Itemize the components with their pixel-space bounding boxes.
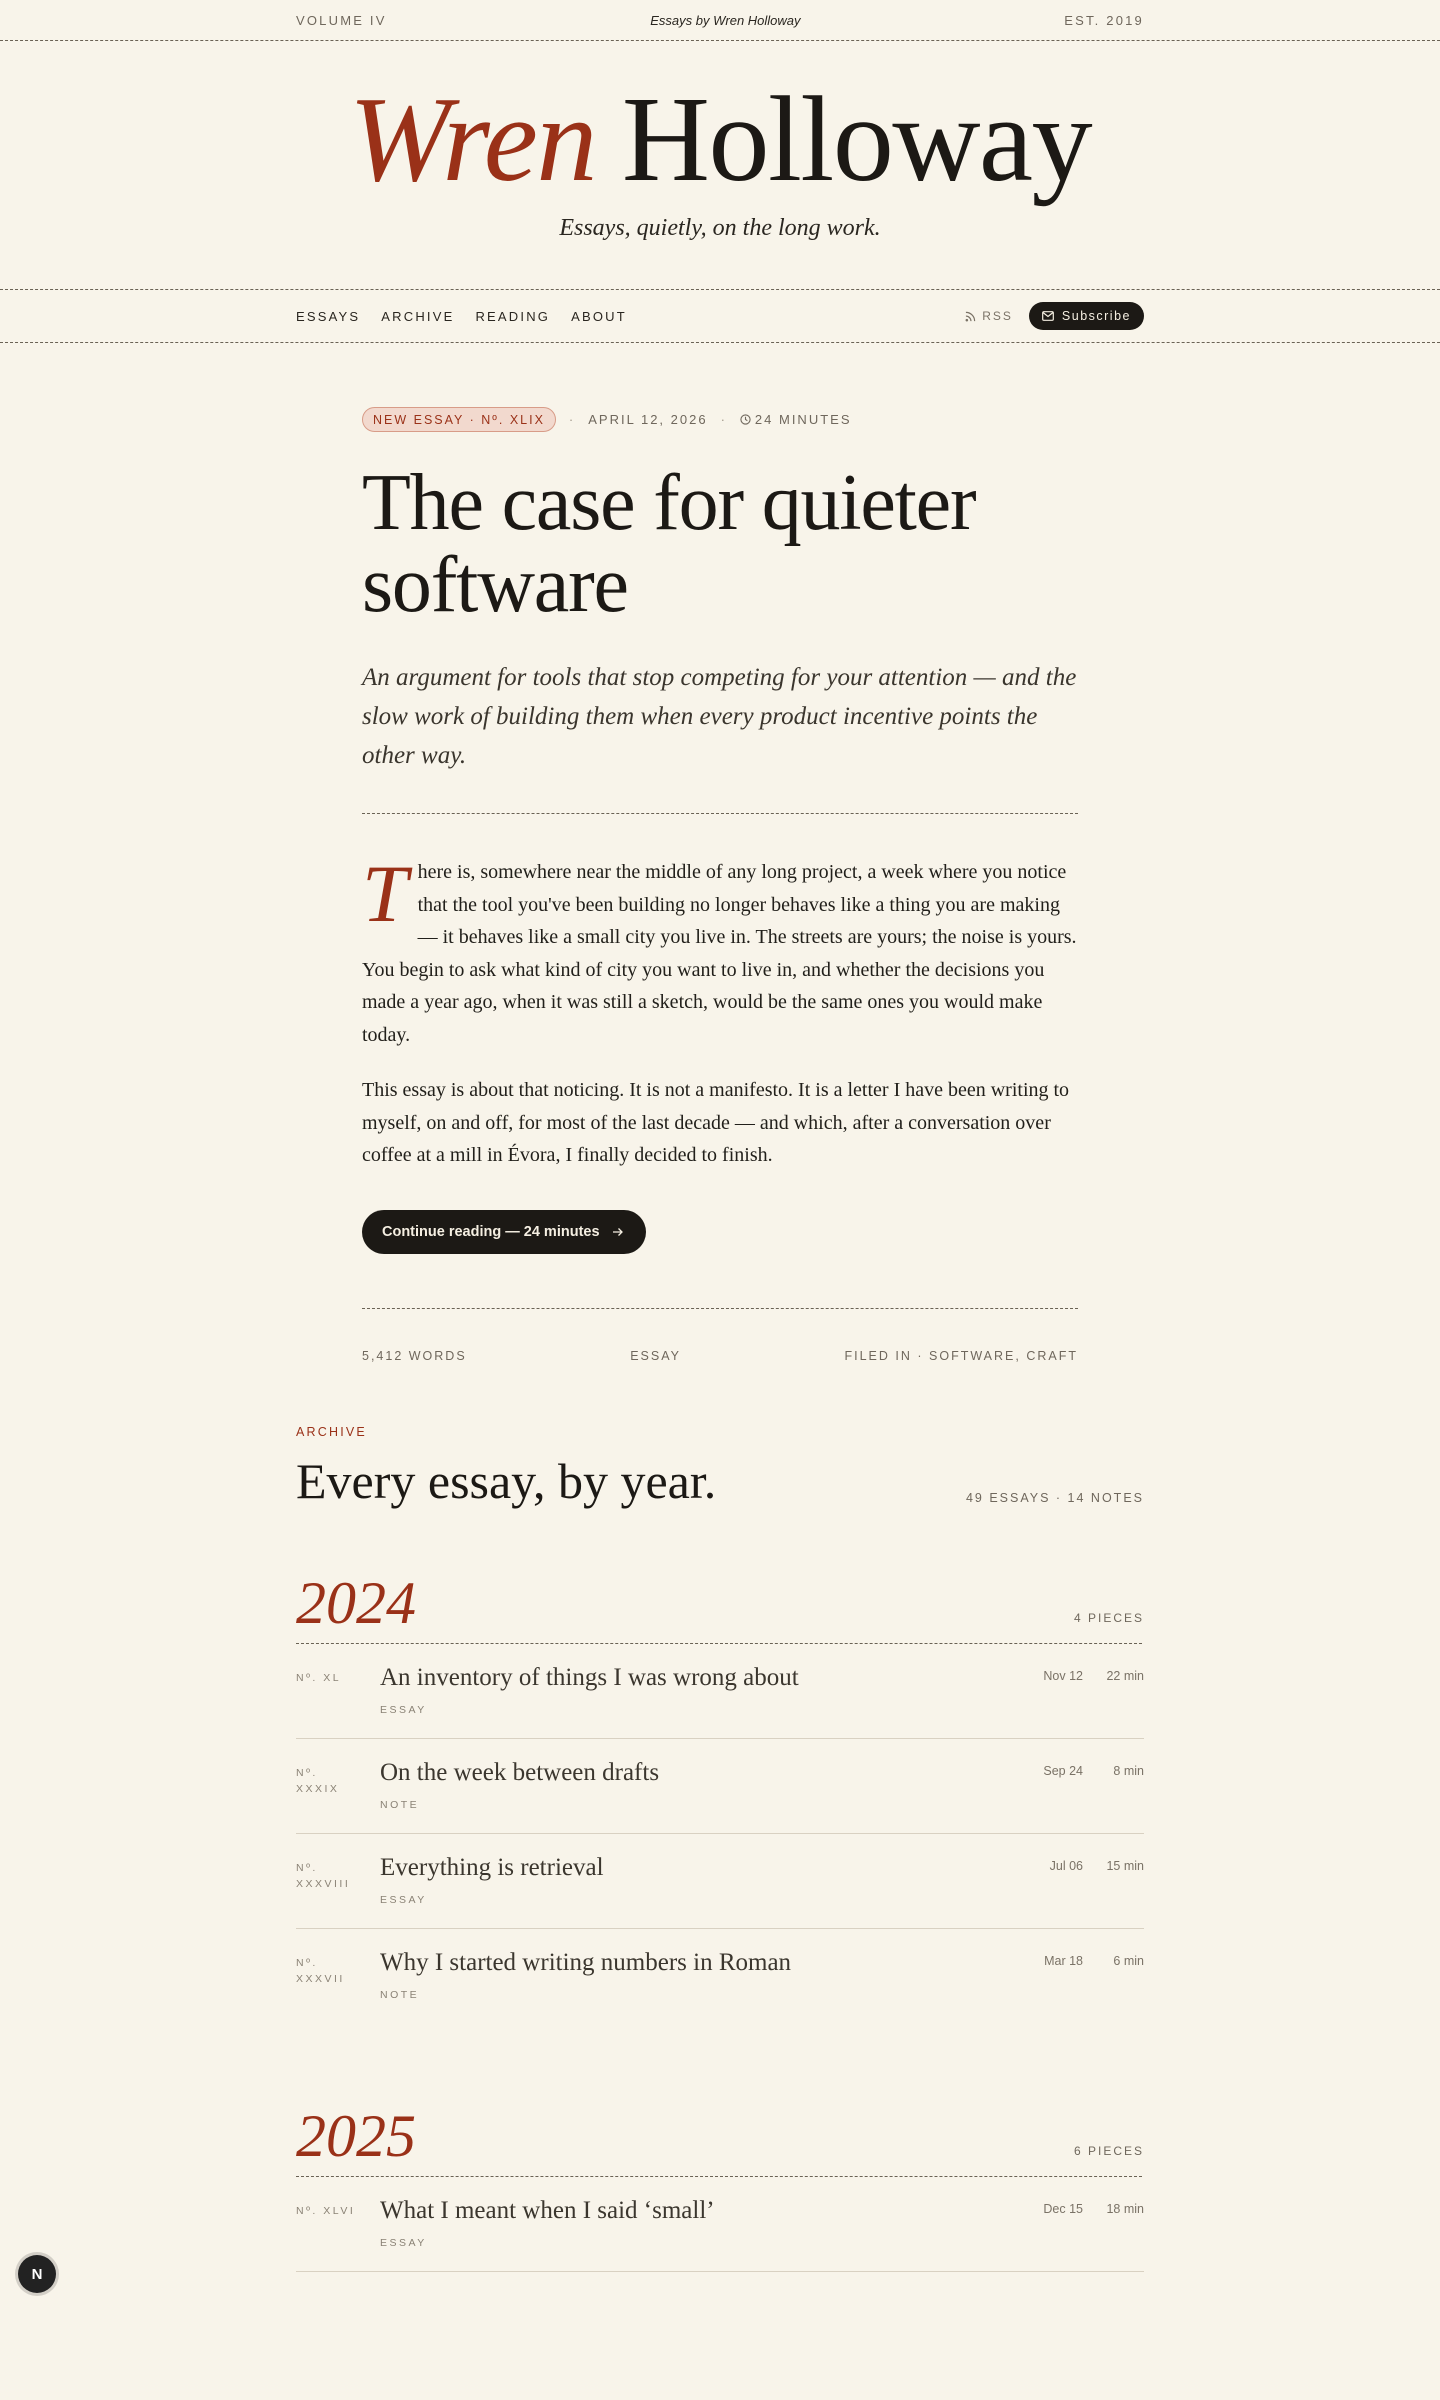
essay-title[interactable]: The case for quieter software [362,459,976,629]
essay-type: ESSAY [380,1703,427,1716]
pieces-count: 6 PIECES [1073,2143,1144,2158]
new-essay-badge: NEW ESSAY · Nº. XLIX [362,407,556,432]
continue-reading-button[interactable] [362,1210,646,1254]
essay-footer-divider [362,1308,1078,1309]
essay-date: Jul 06 [1049,1858,1083,1873]
essay-number: Nº. XXXIX [296,1766,340,1795]
featured-essay [362,343,1078,1363]
essay-meta [362,407,1078,432]
nav-archive[interactable]: ARCHIVE [381,308,455,324]
rss-icon [965,311,976,322]
essay-type: ESSAY [380,1893,427,1906]
essay-duration: 22 min [1106,1668,1144,1683]
year-group-2025 [296,2100,1144,2272]
read-time-label: 24 MINUTES [754,412,852,427]
dev-tools-label: N [31,2265,43,2283]
essay-number: Nº. XXXVIII [296,1861,351,1890]
essay-number: Nº. XLVI [296,2204,356,2217]
essay-divider [362,813,1078,814]
read-time [740,412,852,427]
essay-duration: 15 min [1106,1858,1144,1873]
archive-row[interactable] [296,1834,1144,1929]
archive-counts: 49 ESSAYS · 14 NOTES [965,1490,1144,1505]
pieces-count: 4 PIECES [1073,1610,1144,1625]
archive-row[interactable] [296,1644,1144,1739]
year-group-2024 [296,1567,1144,2024]
essay-duration: 6 min [1113,1953,1144,1968]
site-title[interactable] [0,72,1440,207]
essay-type: NOTE [380,1798,420,1811]
excerpt-paragraph [362,848,1078,1051]
site-title-first: Wren [348,72,596,207]
year-header [296,2100,1144,2169]
essay-footer-meta [362,1349,1078,1363]
excerpt-paragraph: This essay is about that noticing. It is not a manifesto. It is a letter I have been writing to myself, on and off, for most of the last decade — and which, after a conversation over coffee at a mill in Évora, I finally decided to finish. [362,1079,1070,1166]
essay-dek: An argument for tools that stop competing for your attention — and the slow work of building them when every product incentive points the other way. [362,664,1077,769]
nav-about[interactable]: ABOUT [571,308,627,324]
essay-type: NOTE [380,1988,420,2001]
essay-link[interactable]: On the week between drafts [380,1758,660,1786]
essay-number: Nº. XL [296,1671,342,1684]
essay-date: Sep 24 [1043,1763,1083,1778]
drop-cap: T [362,848,408,939]
essay-kind: ESSAY [630,1348,681,1363]
essay-date: APRIL 12, 2026 [588,412,708,427]
nav-essays[interactable]: ESSAYS [296,308,361,324]
essay-date: Nov 12 [1043,1668,1083,1683]
mail-icon [1042,311,1054,321]
essay-link[interactable]: Everything is retrieval [380,1853,604,1881]
established-label: EST. 2019 [1064,12,1144,28]
masthead [0,41,1440,289]
essay-link[interactable]: What I meant when I said ‘small’ [380,2196,715,2224]
excerpt-text: here is, somewhere near the middle of any long project, a week where you notice that the tool you've been building no longer behaves like a thing you are making — it behaves like a small city you live in. The streets are yours; the noise is yours. You begin to ask what kind of city you want to live in, and whether the decisions you made a year ago, when it was still a sketch, would be the same ones you would make today. [362,861,1077,1046]
main-nav [296,290,1144,342]
year-label: 2024 [296,1569,416,1636]
meta-separator: · [720,412,727,427]
essay-duration: 18 min [1106,2201,1144,2216]
site-title-last: Holloway [621,72,1092,207]
year-header [296,1567,1144,1636]
nav-reading[interactable]: READING [475,308,551,324]
essay-type: ESSAY [380,2236,427,2249]
volume-label: VOLUME IV [296,12,387,28]
archive-row[interactable] [296,1929,1144,2024]
essay-date: Dec 15 [1043,2201,1083,2216]
archive-heading: Every essay, by year. [296,1452,717,1509]
essay-number: Nº. XXXVII [296,1956,345,1985]
meta-separator: · [568,412,576,427]
essay-date: Mar 18 [1044,1953,1083,1968]
word-count: 5,412 WORDS [362,1348,467,1363]
essay-duration: 8 min [1113,1763,1144,1778]
nav-links [296,309,627,324]
archive-header [296,1451,1144,1511]
arrow-right-icon [612,1227,624,1237]
essay-excerpt [362,848,1078,1172]
archive-eyebrow: ARCHIVE [296,1424,367,1439]
essay-link[interactable]: Why I started writing numbers in Roman [380,1948,792,1976]
year-label: 2025 [296,2102,416,2169]
dev-tools-button[interactable] [18,2255,56,2293]
subscribe-button[interactable] [1029,302,1144,330]
archive-section [296,1363,1144,2272]
filed-in[interactable]: FILED IN · SOFTWARE, CRAFT [844,1348,1078,1363]
essay-link[interactable]: An inventory of things I was wrong about [380,1663,799,1691]
top-bar [296,0,1144,40]
continue-reading-label: Continue reading — 24 minutes [382,1223,600,1240]
subscribe-label: Subscribe [1061,309,1131,323]
archive-row[interactable] [296,1739,1144,1834]
nav-actions [965,302,1144,330]
clock-icon [740,414,751,425]
rss-label: RSS [982,309,1013,323]
site-byline: Essays by Wren Holloway [650,12,801,28]
site-tagline: Essays, quietly, on the long work. [559,215,881,241]
archive-row[interactable] [296,2177,1144,2272]
rss-link[interactable] [965,309,1013,323]
